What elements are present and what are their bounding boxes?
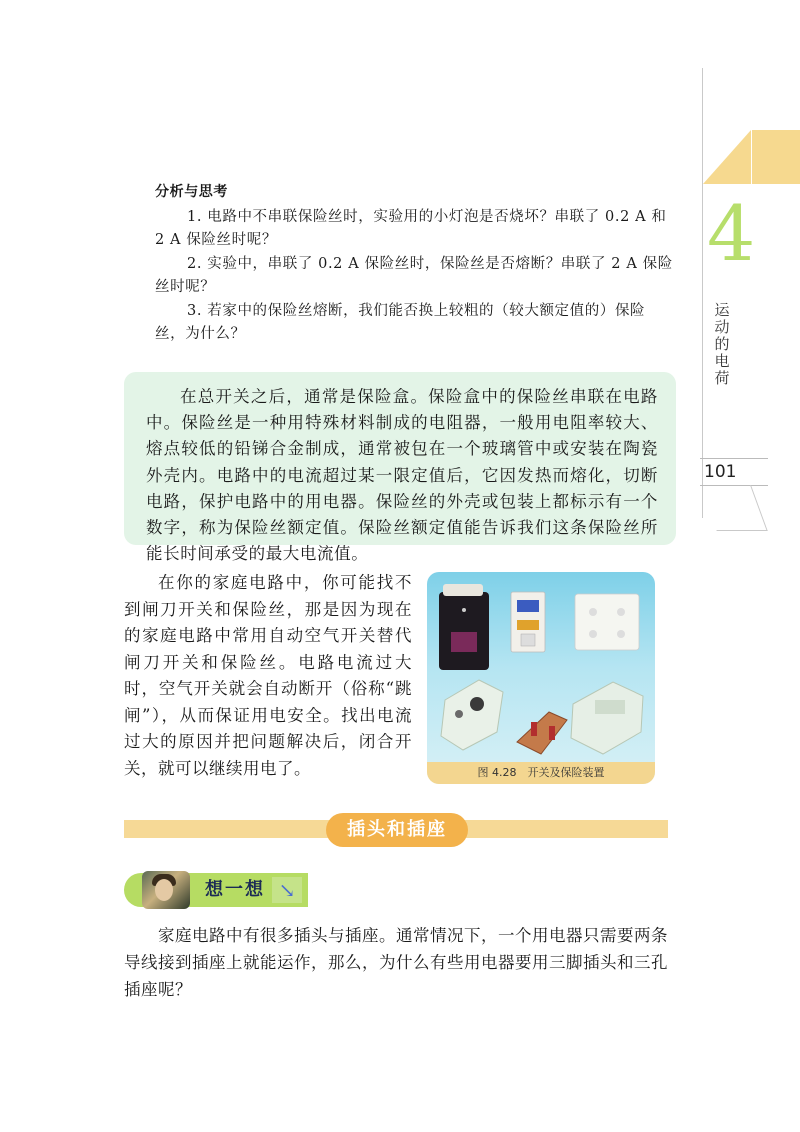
switch-fuse-illustration — [427, 572, 655, 784]
breaker-paragraph-text: 在你的家庭电路中，你可能找不到闸刀开关和保险丝，那是因为现在的家庭电路中常用自动空气开关替代闸刀开关和保险丝。电路电流过大时，空气开关就会自动断开（俗称“跳闸”），从而保证用电安全。找出电流过大的原因并把问题解决后，闭合开关，就可以继续用电了。 — [124, 573, 412, 778]
chapter-corner-decoration — [703, 130, 751, 184]
analysis-item: 2. 实验中，串联了 0.2 A 保险丝时，保险丝是否熔断？串联了 2 A 保险丝时呢？ — [155, 255, 673, 295]
analysis-section — [155, 181, 675, 347]
analysis-heading: 分析与思考 — [155, 184, 228, 200]
avatar-face — [155, 879, 173, 901]
arrow-down-right-icon: ↘ — [272, 877, 302, 903]
figure-caption: 图 4.28 开关及保险装置 — [477, 766, 605, 779]
info-paragraph: 在总开关之后，通常是保险盒。保险盒中的保险丝串联在电路中。保险丝是一种用特殊材料制成的电阻器，一般用电阻率较大、熔点较低的铅锑合金制成，通常被包在一个玻璃管中或安装在陶瓷外壳内。电路中的电流超过某一限定值后，它因发热而熔化，切断电路，保护电路中的用电器。保险丝的外壳或包装上都标示有一个数字，称为保险丝额定值。保险丝额定值能告诉我们这条保险丝所能长时间承受的最大电流值。 — [146, 387, 658, 564]
fuse-info-box — [124, 372, 676, 564]
think-label: 想一想 — [205, 879, 265, 900]
student-avatar — [142, 871, 190, 909]
analysis-item: 1. 电路中不串联保险丝时，实验用的小灯泡是否烧坏？串联了 0.2 A 和 2 A 保险丝时呢？ — [155, 208, 667, 248]
analysis-item: 3. 若家中的保险丝熔断，我们能否换上较粗的（较大额定值的）保险丝，为什么？ — [155, 302, 646, 342]
chapter-title: 运动的电荷 — [714, 301, 730, 387]
page-number: 101 — [700, 458, 768, 486]
breaker-paragraph — [124, 570, 412, 782]
section-title: 插头和插座 — [326, 813, 468, 847]
switch-fuse-figure — [427, 572, 655, 784]
page-number-tab — [700, 485, 768, 531]
plug-socket-question — [124, 922, 680, 1003]
plug-socket-question-text: 家庭电路中有很多插头与插座。通常情况下，一个用电器只需要两条导线接到插座上就能运作，那么，为什么有些用电器要用三脚插头和三孔插座呢？ — [124, 926, 668, 999]
chapter-corner-block — [752, 130, 800, 184]
chapter-number: 4 — [707, 189, 756, 278]
